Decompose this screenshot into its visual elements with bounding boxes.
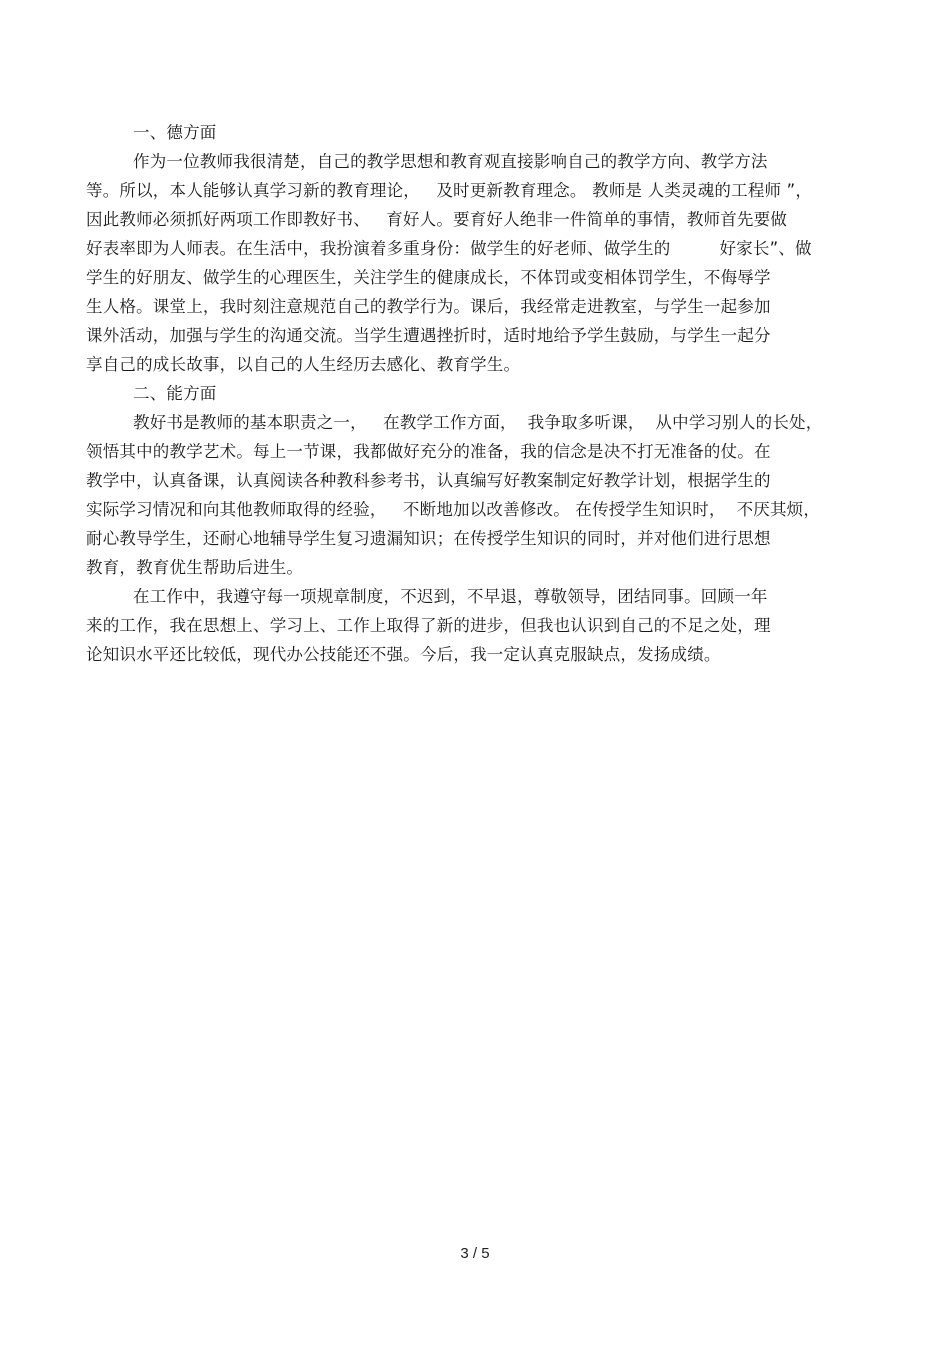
page-number: 3 / 5 — [460, 1245, 490, 1262]
paragraph-line: 学生的好朋友、做学生的心理医生，关注学生的健康成长，不体罚或变相体罚学生，不侮辱学 — [86, 268, 771, 287]
paragraph-line: 享自己的成长故事，以自己的人生经历去感化、教育学生。 — [86, 355, 521, 374]
paragraph-line: 耐心教导学生，还耐心地辅导学生复习遗漏知识；在传授学生知识的同时，并对他们进行思想 — [86, 529, 771, 548]
paragraph-line: 课外活动，加强与学生的沟通交流。当学生遭遇挫折时，适时地给予学生鼓励，与学生一起分 — [86, 326, 771, 345]
paragraph-line: 实际学习情况和向其他教师取得的经验， 不断地加以改善修改。 在传授学生知识时， 不厌其烦， — [86, 500, 821, 519]
section-heading-ability: 二、能方面 — [133, 384, 217, 403]
paragraph-line: 在工作中，我遵守每一项规章制度，不迟到，不早退，尊敬领导，团结同事。回顾一年 — [133, 587, 768, 606]
paragraph-line: 来的工作，我在思想上、学习上、工作上取得了新的进步，但我也认识到自己的不足之处，理 — [86, 616, 771, 635]
paragraph-line: 作为一位教师我很清楚，自己的教学思想和教育观直接影响自己的教学方向、教学方法 — [133, 152, 768, 171]
paragraph-line: 等。所以，本人能够认真学习新的教育理论， 及时更新教育理念。 教师是 人类灵魂的工程师 ”， — [86, 181, 813, 200]
paragraph-line: 论知识水平还比较低，现代办公技能还不强。今后，我一定认真克服缺点，发扬成绩。 — [86, 645, 721, 664]
paragraph-line: 生人格。课堂上，我时刻注意规范自己的教学行为。课后，我经常走进教室，与学生一起参加 — [86, 297, 771, 316]
paragraph-line: 因此教师必须抓好两项工作即教好书、 育好人。要育好人绝非一件简单的事情，教师首先要做 — [86, 210, 788, 229]
paragraph-line: 好表率即为人师表。在生活中，我扮演着多重身份：做学生的好老师、做学生的 好家长”、做 — [86, 239, 812, 258]
paragraph-line: 教好书是教师的基本职责之一， 在教学工作方面， 我争取多听课， 从中学习别人的长处， — [133, 413, 823, 432]
paragraph-line: 领悟其中的教学艺术。每上一节课，我都做好充分的准备，我的信念是决不打无准备的仗。在 — [86, 442, 771, 461]
section-heading-morality: 一、德方面 — [133, 123, 217, 142]
paragraph-line: 教学中，认真备课，认真阅读各种教科参考书，认真编写好教案制定好教学计划，根据学生的 — [86, 471, 771, 490]
paragraph-line: 教育，教育优生帮助后进生。 — [86, 558, 304, 577]
document-body — [86, 118, 876, 669]
